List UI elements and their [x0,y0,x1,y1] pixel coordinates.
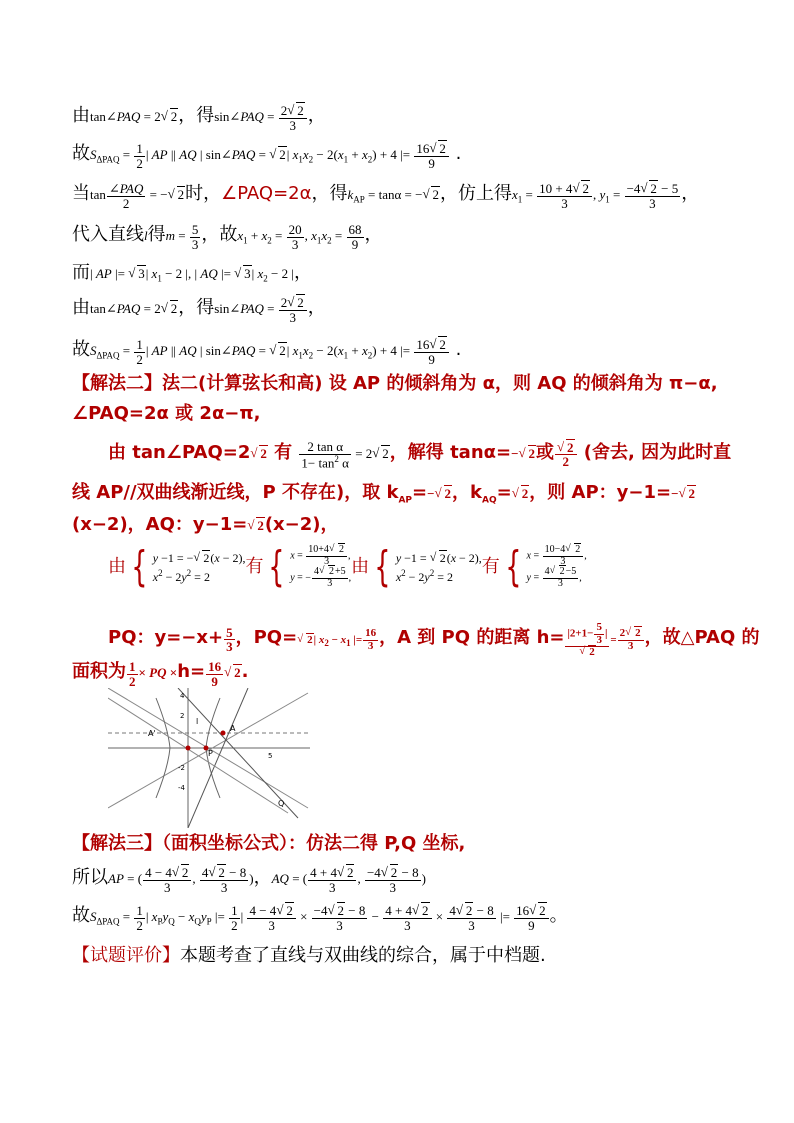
line-3: 当tan $\frac{\text{∠PAQ}}{2}$ = −√ 2时，∠PAQ=2α，得$k_{AP} = \tan\alpha$ = −√ 2，仿上得$x_1$ = $\frac{10 + 4√ 2}{3}$ , $y_1$ = $\frac{-4√ 2 - 5}{3}$ ， [72,182,699,210]
line-2: 故$S_{\Delta PAQ}$ = $\frac{1}{2}$ | AP || AQ | sin∠PAQ = √ 2| $x_1x_2 - 2(x_1 + x_2) + 4$ |= $\frac{16√ 2}{9}$ . [72,142,461,170]
line-pq [108,698,288,813]
s2-line-5: (x−2)，AQ：y−1=√ 2(x−2)， [72,516,339,534]
tick-x5: 5 [268,752,273,760]
s3-line-1: 【解法三】（面积坐标公式）：仿法二得 P,Q 坐标, [72,833,466,854]
line-1: 由tan∠PAQ = 2√ 2，得sin∠PAQ = $\frac{2√ 2}{3}$ ， [72,104,326,132]
label-l: l [196,717,199,726]
s2-line-3: 由 tan∠PAQ=2√ 2 有 $\frac{\text{2 tan α}}{1- \tan^2 \alpha}$ = 2√ 2，解得 tanα=−√ 2或 √ $\frac{2}{2}$ (舍去, 因为此时直 [108,440,731,470]
label-a: A [230,724,236,733]
line-7: 故$S_{\Delta PAQ}$ = $\frac{1}{2}$ | AP || AQ | sin∠PAQ = √ 2| $x_1x_2 - 2(x_1 + x_2) + 4$ |= $\frac{16√ 2}{9}$ . [72,338,461,366]
tick-ym4: -4 [178,784,185,792]
s2-line-2: ∠PAQ=2α 或 2α−π, [72,403,261,424]
hyperbola-graph [108,688,310,828]
tick-ym2: -2 [178,764,185,772]
s2-line-6: 由 { y −1 = −√ 2(x − 2), $x^2 - 2y^2 = 2$ 有 { x = $\frac{10+4√ 2}{3}$ , y = − $\frac{4√ 2+5}{3}$ ,由 { y −1 = √ 2(x − 2), $x^2 - 2y^2 = 2$ 有 { x = $\frac{10-4√ 2}{3}$ , y = $\frac{4√ 2-5}{3}$ , [108,545,587,589]
s2-line-4: 线 AP//双曲线渐近线，P 不存在)，取 $k_{AP}=-√$ 2，$k_{AQ}=√$ 2，则 AP：y−1=−√ 2 [72,484,696,506]
line-4: 代入直线l得m = $\frac{5}{3}$ ，故$x_1 + x_2$ = $\frac{20}{3}$ , $x_1x_2$ = $\frac{68}{9}$ ， [72,222,383,252]
s2-tag: 【解法二】 [72,373,162,394]
s3-line-3: 故$S_{\Delta PAQ}$ = $\frac{1}{2}$ | $x_Py_Q - x_Qy_P$ |= $\frac{1}{2}$ | $\frac{4 - 4√ 2}{3}$ × $\frac{-4√ 2 - 8}{3}$ − $\frac{4 + 4√ 2}{3}$ × $\frac{4√ 2 - 8}{3}$ |= $\frac{16√ 2}{9}$ 。 [72,904,568,932]
point-a [221,731,226,736]
line-6: 由tan∠PAQ = 2√ 2，得sin∠PAQ = $\frac{2√ 2}{3}$ ， [72,296,326,324]
point-origin [186,746,191,751]
s3-line-2: 所以AP = ( $\frac{4 - 4√ 2}{3}$ , $\frac{4√ 2 - 8}{3}$ )，AQ = ( $\frac{4 + 4√ 2}{3}$ , $\frac{-4√ 2 - 8}{3}$ ) [72,866,426,894]
s2-line-8: 面积为 $\frac{1}{2}$ × PQ ×h= $\frac{16}{9}$ √ 2. [72,660,248,688]
evaluation: 【试题评价】本题考查了直线与双曲线的综合，属于中档题. [72,945,546,966]
label-a2: A' [148,729,156,738]
label-p: P [208,749,213,758]
label-q: Q [278,799,285,808]
line-5: 而| AP |= √ 3| $x_1 - 2$ |, | AQ |= √ 3| $x_2 - 2$ |， [72,264,312,284]
s2-line-7: PQ：y=−x+ $\frac{5}{3}$ ，PQ=√ 2| $x_2 - x_1$ |= $\frac{16}{3}$ ，A 到 PQ 的距离 h= |2+1− $\frac{5}{3}$ | √ 2 = $\frac{2√ 2}{3}$ ，故△PAQ 的 [108,622,760,659]
tick-y2: 2 [180,712,185,720]
s2-line-1: 【解法二】法二(计算弦长和高) 设 AP 的倾斜角为 α，则 AQ 的倾斜角为 π−α, [72,373,718,394]
tick-y4: 4 [180,692,185,700]
